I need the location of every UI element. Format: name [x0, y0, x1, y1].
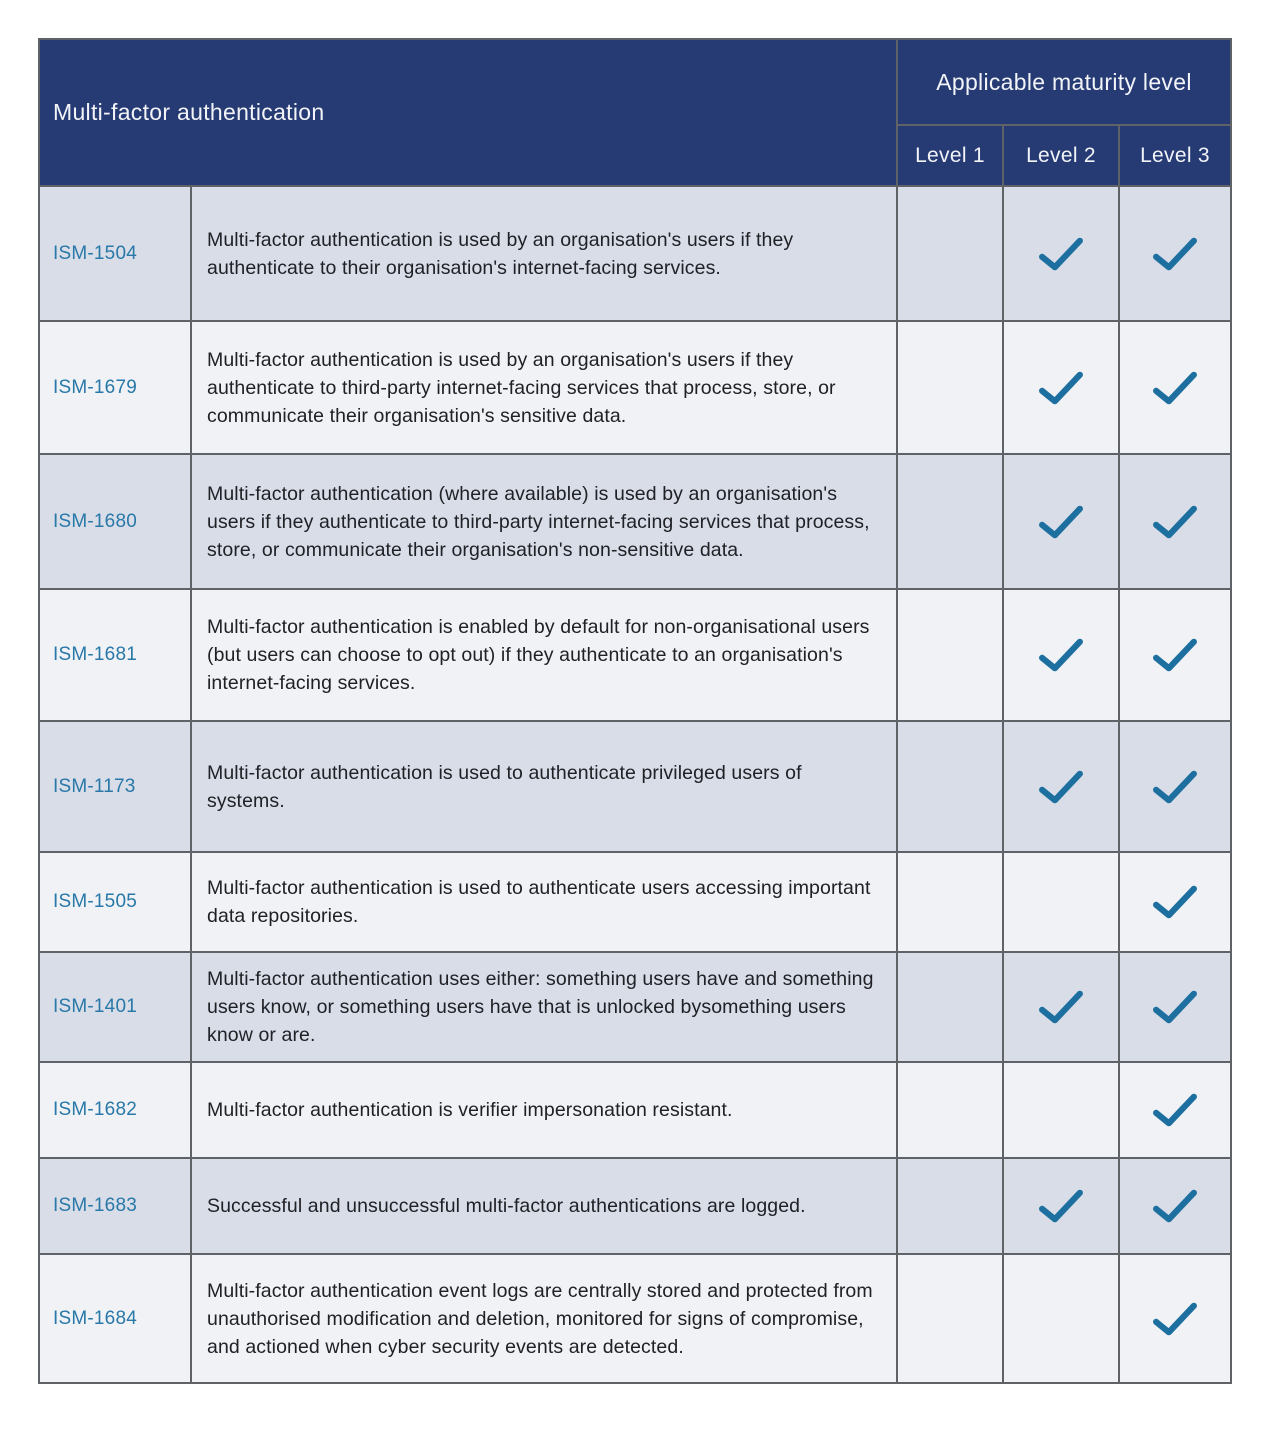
mfa-maturity-table [38, 38, 1232, 1384]
column-header-level3: Level 3 [1120, 126, 1230, 185]
control-description: Multi-factor authentication is used by an organisation's users if they authenticate to their organisation's internet-facing services. [192, 187, 896, 320]
level2-cell [1004, 722, 1118, 851]
control-description: Multi-factor authentication event logs are centrally stored and protected from unauthorised modification and deletion, monitored for signs of compromise, and actioned when cyber security events are detected. [192, 1255, 896, 1382]
ism-code: ISM-1683 [40, 1159, 190, 1253]
control-description: Multi-factor authentication is enabled by default for non-organisational users (but users can choose to opt out) if they authenticate to an organisation's internet-facing services. [192, 590, 896, 720]
level3-cell [1120, 590, 1230, 720]
level2-cell [1004, 1063, 1118, 1157]
control-description: Multi-factor authentication is used by an organisation's users if they authenticate to third-party internet-facing services that process, store, or communicate their organisation's sensitive data. [192, 322, 896, 453]
check-icon [1038, 237, 1084, 271]
check-icon [1038, 770, 1084, 804]
level1-cell [898, 1159, 1002, 1253]
check-icon [1152, 237, 1198, 271]
level1-cell [898, 590, 1002, 720]
column-header-level2: Level 2 [1004, 126, 1118, 185]
check-icon [1038, 505, 1084, 539]
level3-cell [1120, 853, 1230, 951]
level1-cell [898, 953, 1002, 1061]
column-header-level1: Level 1 [898, 126, 1002, 185]
level2-cell [1004, 853, 1118, 951]
level2-cell [1004, 953, 1118, 1061]
level1-cell [898, 187, 1002, 320]
check-icon [1152, 1302, 1198, 1336]
maturity-level-header: Applicable maturity level [898, 40, 1230, 124]
level3-cell [1120, 1063, 1230, 1157]
level3-cell [1120, 722, 1230, 851]
ism-code: ISM-1401 [40, 953, 190, 1061]
level3-cell [1120, 187, 1230, 320]
control-description: Multi-factor authentication is used to authenticate users accessing important data repositories. [192, 853, 896, 951]
level3-cell [1120, 1255, 1230, 1382]
check-icon [1152, 990, 1198, 1024]
level1-cell [898, 455, 1002, 588]
level2-cell [1004, 1255, 1118, 1382]
ism-code: ISM-1682 [40, 1063, 190, 1157]
check-icon [1038, 1189, 1084, 1223]
level3-cell [1120, 953, 1230, 1061]
level3-cell [1120, 322, 1230, 453]
level3-cell [1120, 455, 1230, 588]
check-icon [1152, 505, 1198, 539]
check-icon [1152, 1093, 1198, 1127]
table-title: Multi-factor authentication [40, 40, 896, 185]
check-icon [1152, 770, 1198, 804]
ism-code: ISM-1505 [40, 853, 190, 951]
level1-cell [898, 1063, 1002, 1157]
control-description: Multi-factor authentication uses either: something users have and something users know, or something users have that is unlocked bysomething users know or are. [192, 953, 896, 1061]
level1-cell [898, 853, 1002, 951]
check-icon [1038, 990, 1084, 1024]
ism-code: ISM-1173 [40, 722, 190, 851]
level1-cell [898, 322, 1002, 453]
check-icon [1152, 371, 1198, 405]
level3-cell [1120, 1159, 1230, 1253]
ism-code: ISM-1680 [40, 455, 190, 588]
check-icon [1152, 638, 1198, 672]
ism-code: ISM-1679 [40, 322, 190, 453]
check-icon [1152, 1189, 1198, 1223]
check-icon [1038, 638, 1084, 672]
control-description: Multi-factor authentication is verifier impersonation resistant. [192, 1063, 896, 1157]
ism-code: ISM-1684 [40, 1255, 190, 1382]
level2-cell [1004, 187, 1118, 320]
control-description: Successful and unsuccessful multi-factor authentications are logged. [192, 1159, 896, 1253]
level1-cell [898, 722, 1002, 851]
level2-cell [1004, 590, 1118, 720]
ism-code: ISM-1504 [40, 187, 190, 320]
check-icon [1152, 885, 1198, 919]
check-icon [1038, 371, 1084, 405]
level2-cell [1004, 455, 1118, 588]
level2-cell [1004, 1159, 1118, 1253]
level1-cell [898, 1255, 1002, 1382]
ism-code: ISM-1681 [40, 590, 190, 720]
control-description: Multi-factor authentication (where available) is used by an organisation's users if they authenticate to third-party internet-facing services that process, store, or communicate their organisation's non-sensitive data. [192, 455, 896, 588]
control-description: Multi-factor authentication is used to authenticate privileged users of systems. [192, 722, 896, 851]
level2-cell [1004, 322, 1118, 453]
